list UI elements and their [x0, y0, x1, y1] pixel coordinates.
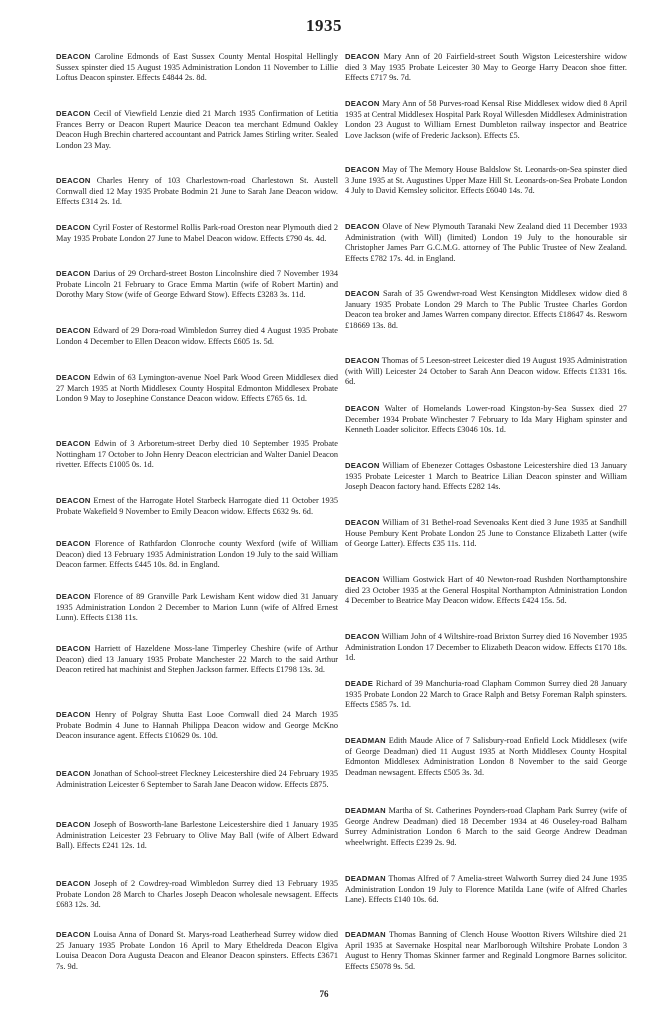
entry-text: Henry of Polgray Shutta East Looe Cornwall died 24 March 1935 Probate Bodmin 4 June to Hannah Philippa Deacon widow and George McKno Deacon insurance agent. Effects £10629 0s. 10d.	[56, 710, 338, 741]
entry-surname: DEADMAN	[345, 874, 386, 883]
entry	[56, 176, 338, 208]
entry-text: Edward of 29 Dora-road Wimbledon Surrey died 4 August 1935 Probate London 4 December to Ellen Deacon widow. Effects £605 1s. 5d.	[56, 326, 338, 346]
entry	[56, 439, 338, 471]
entry-surname: DEACON	[345, 518, 380, 527]
entry-text: Jonathan of School-street Fleckney Leicestershire died 24 February 1935 Administration Leicester 6 September to Sarah Jane Deacon widow. Effects £875.	[56, 769, 339, 789]
entry	[345, 930, 627, 972]
entry	[345, 222, 627, 264]
entry	[345, 736, 627, 778]
entry-surname: DEACON	[56, 439, 91, 448]
entry-surname: DEACON	[56, 326, 91, 335]
entry	[56, 710, 338, 742]
entry-text: Charles Henry of 103 Charlestown-road Charlestown St. Austell Cornwall died 12 May 1935 Probate Bodmin 21 June to Sarah Jane Deacon widow. Effects £314 2s. 1d.	[56, 176, 338, 207]
entry	[56, 223, 338, 244]
entry-text: Olave of New Plymouth Taranaki New Zealand died 11 December 1933 Administration (with Will) (limited) London 19 July to the honourable sir Christopher James Parr G.C.M.G. attorney of The Public Trustee of New Zealand. Effects £782 17s. 4d. in England.	[345, 222, 627, 263]
entry-text: Mary Ann of 20 Fairfield-street South Wigston Leicestershire widow died 3 May 1935 Probate Leicester 30 May to George Harry Deacon shoe fitter. Effects £717 9s. 7d.	[345, 52, 627, 83]
entry-surname: DEACON	[345, 632, 380, 641]
entry-text: Thomas Banning of Clench House Wootton Rivers Wiltshire died 21 April 1935 at Savernake Hospital near Marlborough Wiltshire Probate London 3 August to Henry Thomas Skinner farmer and Reginald Longmore Barnes solicitor. Effects £5078 9s. 5d.	[345, 930, 627, 971]
entry-surname: DEACON	[345, 222, 380, 231]
entry	[56, 769, 338, 790]
entry	[56, 539, 338, 571]
entry-surname: DEACON	[56, 879, 91, 888]
entry-text: Thomas of 5 Leeson-street Leicester died 19 August 1935 Administration (with Will) Leicester 24 October to Sarah Ann Deacon widow. Effects £1331 16s. 6d.	[345, 356, 627, 387]
entry-text: Joseph of 2 Cowdrey-road Wimbledon Surrey died 13 February 1935 Probate London 28 March to Charles Joseph Deacon wholesale newsagent. Effects £683 12s. 3d.	[56, 879, 338, 910]
entry-text: Richard of 39 Manchuria-road Clapham Common Surrey died 28 January 1935 Probate London 22 March to Grace Ralph and Betsy Foreman Ralph spinsters. Effects £585 7s. 1d.	[345, 679, 627, 710]
entry-surname: DEACON	[345, 575, 380, 584]
entry	[56, 269, 338, 301]
entry-surname: DEACON	[345, 99, 380, 108]
entry-surname: DEACON	[345, 404, 380, 413]
entry-surname: DEACON	[56, 223, 91, 232]
entry-surname: DEACON	[56, 644, 91, 653]
entry-surname: DEACON	[345, 52, 380, 61]
entry	[56, 592, 338, 624]
entry-text: Darius of 29 Orchard-street Boston Lincolnshire died 7 November 1934 Probate Lincoln 21 February to Grace Emma Martin (wife of Robert Martin) and Dorothy Mary Stow (wife of George Edward Stow). Effects £3283 3s. 11d.	[56, 269, 338, 300]
entry-surname: DEADMAN	[345, 806, 386, 815]
entry-surname: DEACON	[345, 165, 380, 174]
entry-surname: DEACON	[56, 710, 91, 719]
page-year-heading: 1935	[306, 16, 342, 35]
entry	[345, 575, 627, 607]
entry-text: William John of 4 Wiltshire-road Brixton Surrey died 16 November 1935 Administration London 17 December to Elizabeth Deacon widow. Effects £170 18s. 1d.	[345, 632, 627, 663]
entry-surname: DEACON	[56, 592, 91, 601]
entry-surname: DEACON	[56, 539, 91, 548]
entry-surname: DEACON	[345, 461, 380, 470]
entry	[345, 679, 627, 711]
entry-surname: DEACON	[56, 373, 91, 382]
entry-text: William of 31 Bethel-road Sevenoaks Kent died 3 June 1935 at Sandhill House Pembury Kent Probate London 25 June to Constance Elizabeth Latter (wife of George Latter). Effects £35 11s. 11d.	[345, 518, 627, 549]
entry	[56, 496, 338, 517]
entry	[345, 165, 627, 197]
entry	[56, 373, 338, 405]
entry-text: William of Ebenezer Cottages Osbastone Leicestershire died 13 January 1935 Probate Leicester 1 March to Beatrice Lilian Deacon spinster and William Joseph Deacon factory hand. Effects £282 14s.	[345, 461, 627, 492]
entry-surname: DEACON	[56, 930, 91, 939]
entry-text: Edwin of 63 Lymington-avenue Noel Park Wood Green Middlesex died 27 March 1935 at North Middlesex County Hospital Edmonton Middlesex Probate London 9 May to Josephine Constance Deacon widow. Effects £765 6s. 1d.	[56, 373, 339, 404]
entry	[345, 289, 627, 331]
page-number: 76	[319, 989, 329, 999]
entry	[56, 644, 338, 676]
entry	[56, 820, 338, 852]
entry	[345, 874, 627, 906]
entry-text: William Gostwick Hart of 40 Newton-road Rushden Northamptonshire died 23 October 1935 at the General Hospital Northampton Administration London 4 December to Beatrice May Deacon widow. Effects £424 15s. 5d.	[345, 575, 627, 606]
entry-surname: DEACON	[345, 356, 380, 365]
entry-surname: DEACON	[345, 289, 380, 298]
entry-surname: DEACON	[56, 52, 91, 61]
entry-text: Sarah of 35 Gwendwr-road West Kensington Middlesex widow died 8 January 1935 Probate London 29 March to The Public Trustee Charles Gordon Deacon tea broker and James Warren company director. Effects £18647 4s. Resworn £18669 13s. 8d.	[345, 289, 628, 330]
entry-text: Mary Ann of 58 Purves-road Kensal Rise Middlesex widow died 8 April 1935 at Central Middlesex Hospital Park Royal Willesden Middlesex Administration London 23 August to William Ernest Dumbleton railway inspector and Beatrice Love Jackson (wife of Frederic Jackson). Effects £5.	[345, 99, 628, 140]
entry-surname: DEACON	[56, 109, 91, 118]
entry	[56, 52, 338, 84]
entry	[345, 518, 627, 550]
entry-surname: DEADMAN	[345, 736, 386, 745]
entry-text: Ernest of the Harrogate Hotel Starbeck Harrogate died 11 October 1935 Probate Wakefield 9 November to Emily Deacon widow. Effects £632 9s. 6d.	[56, 496, 338, 516]
entry-surname: DEACON	[56, 820, 91, 829]
entry	[345, 404, 627, 436]
entry-text: Caroline Edmonds of East Sussex County Mental Hospital Hellingly Sussex spinster died 15 August 1935 Administration London 11 November to Lillie Loftus Deacon spinster. Effects £4844 2s. 8d.	[56, 52, 338, 83]
entry-surname: DEACON	[56, 176, 91, 185]
entry-surname: DEACON	[56, 269, 91, 278]
entry-text: Edwin of 3 Arboretum-street Derby died 10 September 1935 Probate Nottingham 17 October to John Henry Deacon electrician and Walter Daniel Deacon rivetter. Effects £1005 0s. 1d.	[56, 439, 338, 470]
entry	[345, 52, 627, 84]
entry-surname: DEADMAN	[345, 930, 386, 939]
entry	[56, 879, 338, 911]
entry-text: Martha of St. Catherines Poynders-road Clapham Park Surrey (wife of George Andrew Deadman) died 18 December 1934 at 46 Ouseley-road Balham Surrey Administration London 6 March to the said George Andrew Deadman wheelwright. Effects £239 2s. 9d.	[345, 806, 628, 847]
entry	[345, 356, 627, 388]
entry	[345, 806, 627, 848]
entry-text: Thomas Alfred of 7 Amelia-street Walworth Surrey died 24 June 1935 Administration London 19 July to Florence Matilda Lane (wife of Alfred Charles Lane). Effects £140 10s. 6d.	[345, 874, 627, 905]
entry-surname: DEADE	[345, 679, 374, 688]
entry-text: Edith Maude Alice of 7 Salisbury-road Enfield Lock Middlesex (wife of George Deadman) died 11 August 1935 at North Middlesex County Hospital Edmonton Middlesex Administration London 8 November to the said George Deadman newsagent. Effects £505 3s. 3d.	[345, 736, 627, 777]
entry	[345, 632, 627, 664]
entry-text: Cyril Foster of Restormel Rollis Park-road Oreston near Plymouth died 2 May 1935 Probate London 27 June to Mabel Deacon widow. Effects £790 4s. 4d.	[56, 223, 338, 243]
entry	[345, 461, 627, 493]
entry	[56, 109, 338, 151]
entry-text: May of The Memory House Baldslow St. Leonards-on-Sea spinster died 3 June 1935 at St. Augustines Upper Maze Hill St. Leonards-on-Sea Probate London 4 July to David Kemsley solicitor. Effects £6040 14s. 7d.	[345, 165, 627, 196]
entry-surname: DEACON	[56, 496, 91, 505]
entry-text: Joseph of Bosworth-lane Barlestone Leicestershire died 1 January 1935 Administration Leicester 23 February to Olive May Ball (wife of Albert Edward Ball). Effects £241 12s. 1d.	[56, 820, 339, 851]
entry-surname: DEACON	[56, 769, 91, 778]
entry-text: Walter of Homelands Lower-road Kingston-by-Sea Sussex died 27 December 1934 Probate Winchester 7 February to Ida Mary Higham spinster and Kenneth Loader solicitor. Effects £3046 10s. 1d.	[345, 404, 627, 435]
entry	[56, 930, 338, 972]
entry	[56, 326, 338, 347]
entry-text: Florence of 89 Granville Park Lewisham Kent widow died 31 January 1935 Administration London 2 December to Marion Lunn (wife of Alfred Ernest Lunn). Effects £138 11s.	[56, 592, 338, 623]
entry-text: Florence of Rathfardon Clonroche county Wexford (wife of William Deacon) died 13 February 1935 Administration London 19 July to the said William Deacon farmer. Effects £445 10s. 8d. in England.	[56, 539, 338, 570]
entry-text: Cecil of Viewfield Lenzie died 21 March 1935 Confirmation of Letitia Frances Berry or Deacon Rupert Maurice Deacon tea merchant Edmund Oakley Deacon Hugh Brechin chartered accountant and Patrick James Stirling writer. Sealed London 23 May.	[56, 109, 338, 150]
entry-text: Louisa Anna of Donard St. Marys-road Leatherhead Surrey widow died 25 January 1935 Probate London 16 April to Mary Etheldreda Deacon Elgiva Louisa Deacon Dora Augusta Deacon and Eleanor Deacon spinsters. Effects £3671 7s. 9d.	[56, 930, 338, 971]
entry-text: Harriett of Hazeldene Moss-lane Timperley Cheshire (wife of Arthur Deacon) died 13 January 1935 Probate Manchester 22 March to the said Arthur Deacon retired hat machinist and Stephen Jackson farmer. Effects £1798 13s. 3d.	[56, 644, 339, 675]
entry	[345, 99, 627, 141]
